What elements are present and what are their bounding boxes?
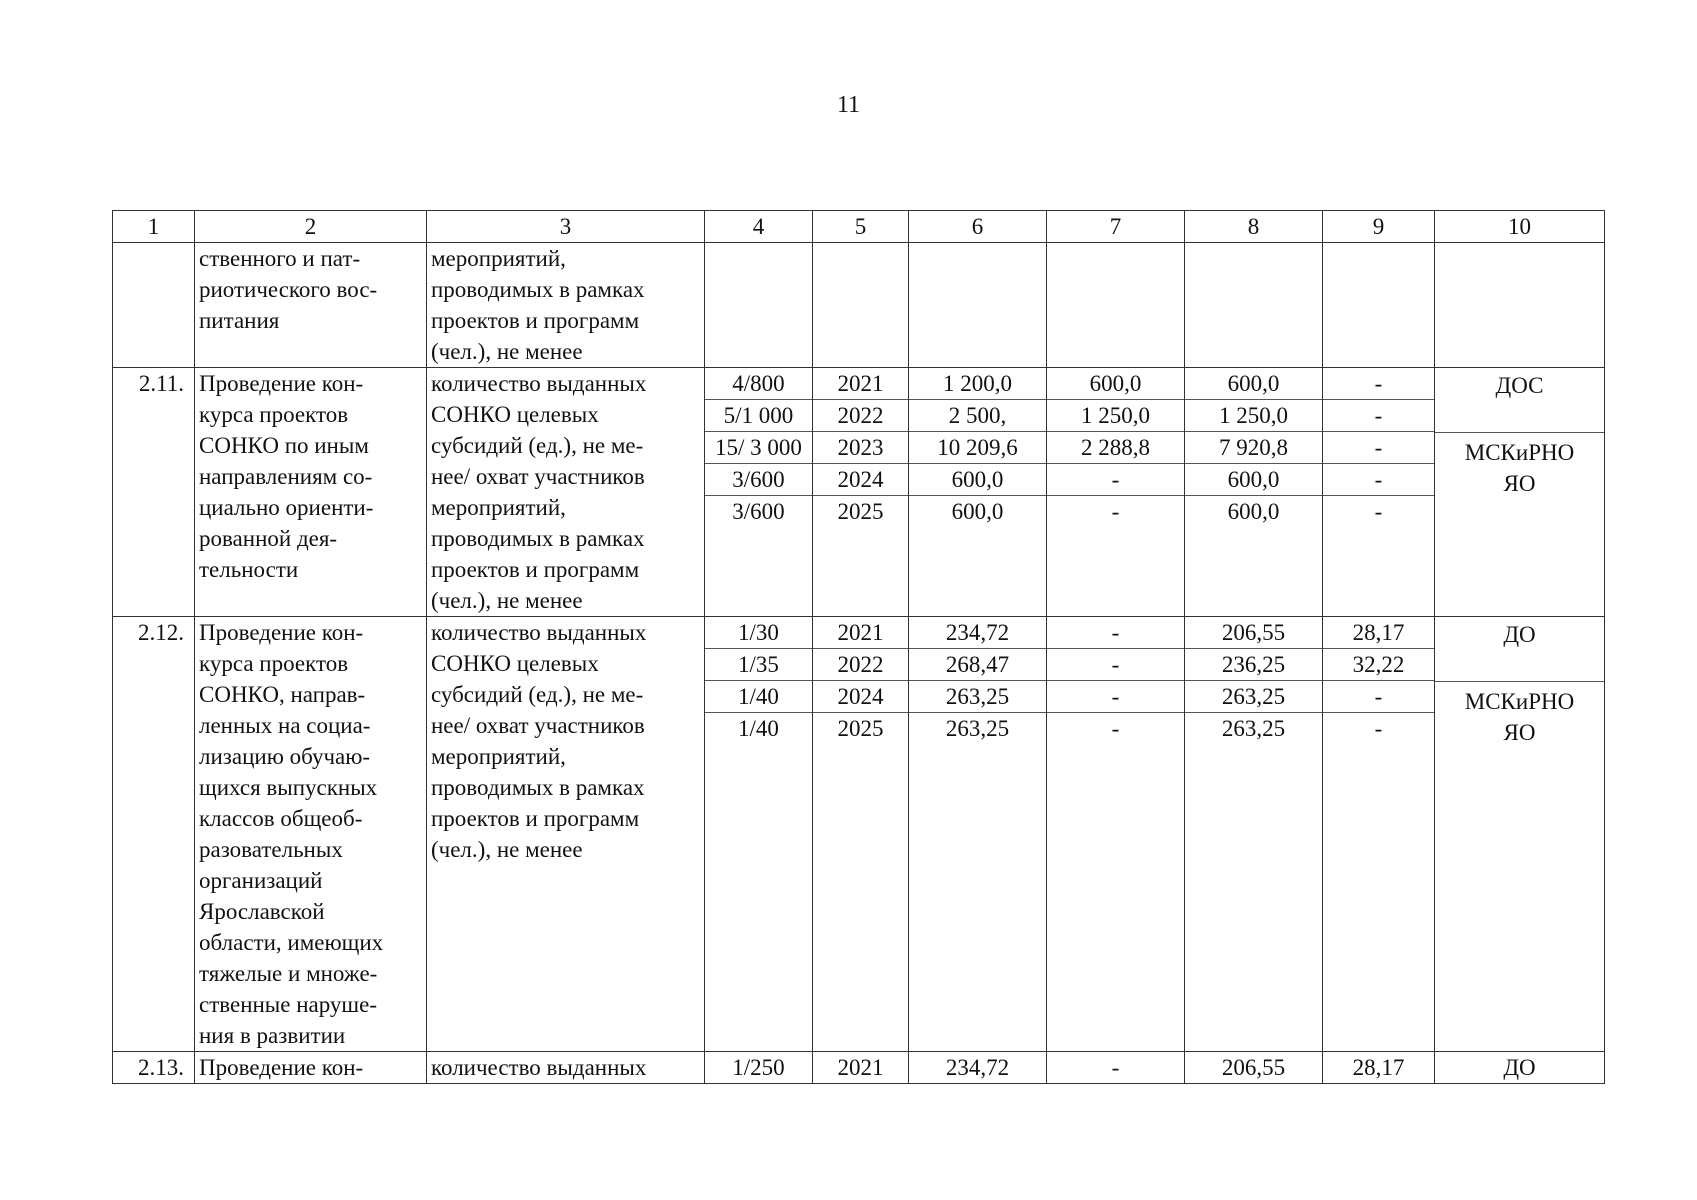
activities-table xyxy=(112,210,1605,1084)
regional-amount: 206,55 xyxy=(1185,617,1322,649)
responsible-primary: ДО xyxy=(1503,1055,1536,1080)
total-amount: 10 209,6 xyxy=(909,432,1046,464)
indicator-text: количество выданных xyxy=(427,1052,705,1084)
year: 2022 xyxy=(813,649,908,681)
regional-amount: 600,0 xyxy=(1185,368,1322,400)
total-amount: 263,25 xyxy=(909,681,1046,713)
other-amount: - xyxy=(1323,464,1434,496)
federal-amount: - xyxy=(1047,617,1184,649)
year: 2025 xyxy=(837,499,884,524)
federal-amount: 2 288,8 xyxy=(1047,432,1184,464)
other-amount-column xyxy=(1323,617,1435,1052)
regional-amount-column xyxy=(1185,1052,1323,1084)
year: 2025 xyxy=(837,716,884,741)
year: 2021 xyxy=(813,368,908,400)
indicator-value-column xyxy=(705,1052,813,1084)
total-amount: 234,72 xyxy=(945,1055,1010,1080)
other-amount: - xyxy=(1374,716,1383,741)
header-cell: 4 xyxy=(705,211,813,243)
federal-amount: - xyxy=(1047,681,1184,713)
other-amount: - xyxy=(1323,400,1434,432)
indicator-value: 3/600 xyxy=(705,464,812,496)
federal-amount-column xyxy=(1047,617,1185,1052)
total-amount: 600,0 xyxy=(951,499,1004,524)
total-amount: 234,72 xyxy=(909,617,1046,649)
year: 2021 xyxy=(837,1055,884,1080)
activity-name: Проведение кон- курса проектов СОНКО по иным направлениям со- циально ориенти- рованной дея- тельности xyxy=(195,368,427,617)
header-row xyxy=(113,211,1605,243)
federal-amount: - xyxy=(1111,1055,1120,1080)
responsible-secondary: МСКиРНО ЯО xyxy=(1464,689,1575,745)
activity-name: Проведение кон- курса проектов СОНКО, направ- ленных на социа- лизацию обучаю- щихся выпускных классов общеоб- разовательных организаций Ярославской области, имеющих тяжелые и множе- ственные наруше- ния в развитии xyxy=(195,617,427,1052)
header-cell: 3 xyxy=(427,211,705,243)
row-number: 2.11. xyxy=(113,368,195,617)
regional-amount: 263,25 xyxy=(1185,681,1322,713)
header-cell: 7 xyxy=(1047,211,1185,243)
regional-amount-column xyxy=(1185,617,1323,1052)
year: 2022 xyxy=(813,400,908,432)
page-number: 11 xyxy=(836,92,861,118)
federal-amount: - xyxy=(1111,499,1120,524)
header-cell: 6 xyxy=(909,211,1047,243)
other-amount: 28,17 xyxy=(1352,1055,1405,1080)
other-amount: - xyxy=(1323,368,1434,400)
responsible-column xyxy=(1435,617,1605,1052)
indicator-value: 4/800 xyxy=(705,368,812,400)
other-amount-column xyxy=(1323,368,1435,617)
other-amount: - xyxy=(1323,681,1434,713)
regional-amount: 263,25 xyxy=(1221,716,1286,741)
other-amount-column xyxy=(1323,1052,1435,1084)
year: 2023 xyxy=(813,432,908,464)
indicator-value: 1/30 xyxy=(705,617,812,649)
header-cell: 8 xyxy=(1185,211,1323,243)
federal-amount: 1 250,0 xyxy=(1047,400,1184,432)
regional-amount: 7 920,8 xyxy=(1185,432,1322,464)
year: 2021 xyxy=(813,617,908,649)
indicator-value: 5/1 000 xyxy=(705,400,812,432)
row-number: 2.13. xyxy=(113,1052,195,1084)
row-number: 2.12. xyxy=(113,617,195,1052)
indicator-value-column xyxy=(705,368,813,617)
indicator-value: 15/ 3 000 xyxy=(705,432,812,464)
header-cell: 10 xyxy=(1435,211,1605,243)
year-column xyxy=(813,368,909,617)
year-column xyxy=(813,1052,909,1084)
indicator-value-column xyxy=(705,617,813,1052)
indicator-value: 1/40 xyxy=(705,681,812,713)
federal-amount: - xyxy=(1047,464,1184,496)
activity-name: Проведение кон- xyxy=(195,1052,427,1084)
responsible-column xyxy=(1435,1052,1605,1084)
regional-amount: 206,55 xyxy=(1221,1055,1286,1080)
indicator-value: 3/600 xyxy=(732,499,785,524)
federal-amount: 600,0 xyxy=(1047,368,1184,400)
indicator-value: 1/40 xyxy=(738,716,779,741)
total-amount: 2 500, xyxy=(909,400,1046,432)
header-cell: 9 xyxy=(1323,211,1435,243)
year: 2024 xyxy=(813,464,908,496)
regional-amount: 1 250,0 xyxy=(1185,400,1322,432)
regional-amount-column xyxy=(1185,368,1323,617)
responsible-primary: ДОС xyxy=(1435,368,1604,433)
continuation-indicator: мероприятий, проводимых в рамках проектов и программ (чел.), не менее xyxy=(427,243,705,368)
other-amount: - xyxy=(1323,432,1434,464)
indicator-value: 1/250 xyxy=(732,1055,785,1080)
header-cell: 2 xyxy=(195,211,427,243)
indicator-text: количество выданных СОНКО целевых субсидий (ед.), не ме- нее/ охват участников мероприятий, проводимых в рамках проектов и программ (чел.), не менее xyxy=(427,368,705,617)
federal-amount: - xyxy=(1047,649,1184,681)
table-row xyxy=(113,368,1605,617)
regional-amount: 600,0 xyxy=(1185,464,1322,496)
federal-amount: - xyxy=(1111,716,1120,741)
year-column xyxy=(813,617,909,1052)
total-amount: 268,47 xyxy=(909,649,1046,681)
total-amount: 263,25 xyxy=(945,716,1010,741)
table-row xyxy=(113,1052,1605,1084)
continuation-row xyxy=(113,243,1605,368)
responsible-primary: ДО xyxy=(1435,617,1604,682)
other-amount: - xyxy=(1374,499,1383,524)
federal-amount-column xyxy=(1047,1052,1185,1084)
regional-amount: 600,0 xyxy=(1227,499,1280,524)
total-amount-column xyxy=(909,1052,1047,1084)
responsible-column xyxy=(1435,368,1605,617)
year: 2024 xyxy=(813,681,908,713)
header-cell: 1 xyxy=(113,211,195,243)
other-amount: 32,22 xyxy=(1323,649,1434,681)
total-amount: 1 200,0 xyxy=(909,368,1046,400)
federal-amount-column xyxy=(1047,368,1185,617)
table-row xyxy=(113,617,1605,1052)
regional-amount: 236,25 xyxy=(1185,649,1322,681)
total-amount: 600,0 xyxy=(909,464,1046,496)
total-amount-column xyxy=(909,617,1047,1052)
responsible-secondary: МСКиРНО ЯО xyxy=(1464,440,1575,496)
indicator-value: 1/35 xyxy=(705,649,812,681)
indicator-text: количество выданных СОНКО целевых субсидий (ед.), не ме- нее/ охват участников мероприятий, проводимых в рамках проектов и программ (чел.), не менее xyxy=(427,617,705,1052)
other-amount: 28,17 xyxy=(1323,617,1434,649)
continuation-name: ственного и пат- риотического вос- питания xyxy=(195,243,427,368)
header-cell: 5 xyxy=(813,211,909,243)
total-amount-column xyxy=(909,368,1047,617)
